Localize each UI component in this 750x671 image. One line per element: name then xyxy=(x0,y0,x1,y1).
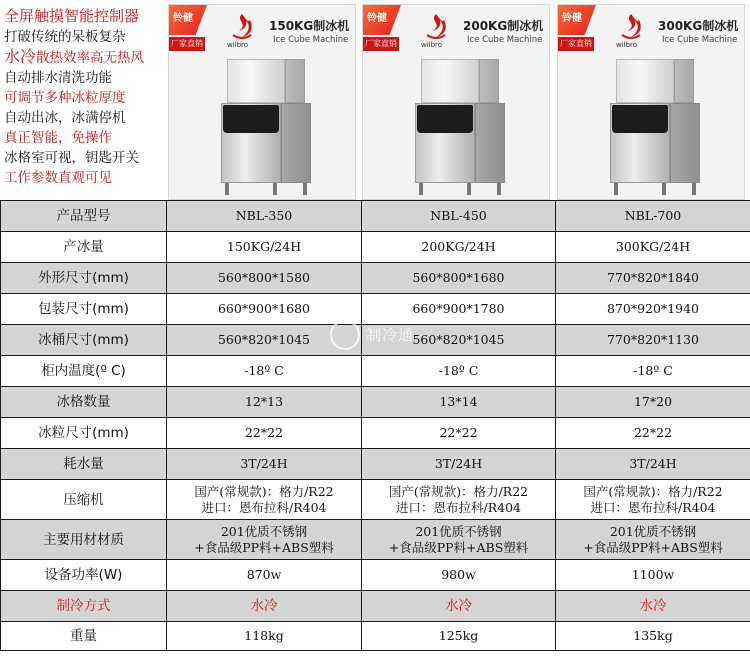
table-cell: 13*14 xyxy=(362,387,556,418)
table-cell: 3T/24H xyxy=(556,449,750,480)
table-cell: 1100w xyxy=(556,560,750,591)
table-row xyxy=(1,560,750,591)
table-row xyxy=(1,325,750,356)
table-cell: 3T/24H xyxy=(362,449,556,480)
row-label: 冰格数量 xyxy=(1,387,167,418)
table-cell: 660*900*1780 xyxy=(362,294,556,325)
table-row xyxy=(1,449,750,480)
cell-line: 国产(常规款)：格力/R22 xyxy=(194,483,334,499)
table-cell: 870w xyxy=(167,560,362,591)
table-cell xyxy=(167,480,362,520)
table-cell: 水冷 xyxy=(556,591,750,622)
row-label: 冰粒尺寸(mm) xyxy=(1,418,167,449)
machine-leg xyxy=(225,183,229,195)
machine-bin-side xyxy=(670,103,700,183)
cell-line: 进口：恩布拉科/R404 xyxy=(201,499,327,515)
product-image-150kg[interactable] xyxy=(168,4,356,200)
feature-line xyxy=(4,108,166,128)
brand-logo-icon xyxy=(229,13,255,41)
table-cell: 125kg xyxy=(362,622,556,651)
table-cell xyxy=(167,520,362,560)
machine-leg xyxy=(692,183,696,195)
table-row xyxy=(1,263,750,294)
badge-text: 铃健 xyxy=(367,13,387,24)
row-label: 冰桶尺寸(mm) xyxy=(1,325,167,356)
cell-line: 进口：恩布拉科/R404 xyxy=(590,499,716,515)
table-cell: 560*820*1045 xyxy=(167,325,362,356)
table-cell: 560*820*1045 xyxy=(362,325,556,356)
table-cell: 17*20 xyxy=(556,387,750,418)
brand-name: wilbro xyxy=(616,41,638,49)
product-model-title: 150KG制冰机 xyxy=(269,19,350,33)
table-cell: 150KG/24H xyxy=(167,232,362,263)
cell-line: 国产(常规款)：格力/R22 xyxy=(388,483,529,499)
cell-line: 201优质不锈钢 xyxy=(609,523,697,539)
product-image-300kg[interactable] xyxy=(557,4,745,200)
machine-bin-side xyxy=(475,103,505,183)
row-label: 主要用材材质 xyxy=(1,520,167,560)
table-cell: 135kg xyxy=(556,622,750,651)
brand-logo-icon xyxy=(618,13,644,41)
table-cell: -18º C xyxy=(167,356,362,387)
table-row xyxy=(1,418,750,449)
factory-direct-tag: 厂家直销 xyxy=(363,37,399,51)
factory-direct-tag: 厂家直销 xyxy=(169,37,205,51)
machine-head xyxy=(227,59,285,103)
ice-machine-illustration xyxy=(415,59,513,197)
machine-door xyxy=(223,105,279,133)
machine-head xyxy=(616,59,674,103)
machine-head xyxy=(421,59,479,103)
brand-name: wilbro xyxy=(227,41,249,49)
row-label: 产冰量 xyxy=(1,232,167,263)
machine-bin-side xyxy=(281,103,311,183)
table-row xyxy=(1,232,750,263)
table-cell: 22*22 xyxy=(556,418,750,449)
row-label: 设备功率(W) xyxy=(1,560,167,591)
spec-table xyxy=(0,200,750,651)
row-label: 产品型号 xyxy=(1,201,167,232)
row-label: 重量 xyxy=(1,622,167,651)
table-cell: NBL-450 xyxy=(362,201,556,232)
table-row xyxy=(1,622,750,651)
feature-text: 冰格室可视，钥匙开关 xyxy=(4,150,139,166)
feature-line xyxy=(4,88,166,108)
product-image-200kg[interactable] xyxy=(362,4,550,200)
table-cell: 770*820*1130 xyxy=(556,325,750,356)
cell-line: +食品级PP料+ABS塑料 xyxy=(388,539,529,555)
table-row xyxy=(1,480,750,520)
table-cell: 12*13 xyxy=(167,387,362,418)
machine-head-side xyxy=(285,59,305,103)
table-cell: 560*800*1680 xyxy=(362,263,556,294)
feature-text: 自动排水清洗功能 xyxy=(4,70,112,86)
table-cell: 118kg xyxy=(167,622,362,651)
machine-leg xyxy=(497,183,501,195)
brand-logo-icon xyxy=(423,13,449,41)
table-cell: 560*800*1580 xyxy=(167,263,362,294)
table-cell xyxy=(556,520,750,560)
cell-line: +食品级PP料+ABS塑料 xyxy=(583,539,723,555)
table-cell: -18º C xyxy=(556,356,750,387)
feature-text: 工作参数直观可见 xyxy=(4,170,112,186)
table-row xyxy=(1,591,750,622)
machine-head-side xyxy=(479,59,499,103)
row-label: 柜内温度(º C) xyxy=(1,356,167,387)
table-cell: 水冷 xyxy=(167,591,362,622)
feature-text: 散热效率高无热风 xyxy=(36,50,145,66)
badge-text: 铃健 xyxy=(562,13,582,24)
product-header xyxy=(558,5,744,53)
machine-leg xyxy=(273,183,277,195)
table-row xyxy=(1,520,750,560)
ice-machine-illustration xyxy=(221,59,319,197)
feature-text: 真正智能，免操作 xyxy=(4,130,112,146)
table-row xyxy=(1,201,750,232)
table-row xyxy=(1,294,750,325)
brand-name: wilbro xyxy=(421,41,443,49)
product-header xyxy=(169,5,355,53)
row-label: 制冷方式 xyxy=(1,591,167,622)
machine-leg xyxy=(303,183,307,195)
row-label: 包装尺寸(mm) xyxy=(1,294,167,325)
feature-line xyxy=(4,6,166,26)
table-cell: NBL-700 xyxy=(556,201,750,232)
machine-door xyxy=(417,105,473,133)
table-cell: 22*22 xyxy=(362,418,556,449)
feature-text: 打破传统的呆板复杂 xyxy=(4,29,126,45)
feature-line xyxy=(4,68,166,88)
table-cell xyxy=(362,480,556,520)
table-cell: 200KG/24H xyxy=(362,232,556,263)
feature-line xyxy=(4,27,166,47)
table-cell: 770*820*1840 xyxy=(556,263,750,294)
cell-line: 201优质不锈钢 xyxy=(220,523,308,539)
feature-highlight: 水冷 xyxy=(4,47,37,66)
product-subtitle: Ice Cube Machine xyxy=(467,35,543,45)
table-cell: 980w xyxy=(362,560,556,591)
feature-text: 可调节多种冰粒厚度 xyxy=(4,90,126,106)
row-label: 压缩机 xyxy=(1,480,167,520)
watermark-text: 制冷通 xyxy=(366,326,415,344)
feature-line xyxy=(4,168,166,188)
cell-line: +食品级PP料+ABS塑料 xyxy=(194,539,334,555)
product-header xyxy=(363,5,549,53)
table-cell: 870*920*1940 xyxy=(556,294,750,325)
product-model-title: 200KG制冰机 xyxy=(463,19,544,33)
table-cell: 3T/24H xyxy=(167,449,362,480)
feature-text: 自动出冰，冰满停机 xyxy=(4,110,126,126)
factory-direct-tag: 厂家直销 xyxy=(558,37,594,51)
product-subtitle: Ice Cube Machine xyxy=(662,35,738,45)
machine-leg xyxy=(614,183,618,195)
machine-door xyxy=(612,105,668,133)
machine-leg xyxy=(467,183,471,195)
table-cell: NBL-350 xyxy=(167,201,362,232)
table-cell: 660*900*1680 xyxy=(167,294,362,325)
feature-line xyxy=(4,148,166,168)
table-row xyxy=(1,356,750,387)
ice-machine-illustration xyxy=(610,59,708,197)
table-cell xyxy=(362,520,556,560)
feature-list xyxy=(0,0,166,200)
product-model-title: 300KG制冰机 xyxy=(658,19,739,33)
machine-leg xyxy=(662,183,666,195)
row-label: 耗水量 xyxy=(1,449,167,480)
table-cell xyxy=(556,480,750,520)
row-label: 外形尺寸(mm) xyxy=(1,263,167,294)
table-cell: 水冷 xyxy=(362,591,556,622)
table-cell: 300KG/24H xyxy=(556,232,750,263)
table-row xyxy=(1,387,750,418)
feature-line xyxy=(4,47,166,68)
feature-text: 全屏触摸智能控制器 xyxy=(4,7,140,25)
product-subtitle: Ice Cube Machine xyxy=(273,35,349,45)
machine-leg xyxy=(419,183,423,195)
cell-line: 国产(常规款)：格力/R22 xyxy=(583,483,723,499)
table-cell: -18º C xyxy=(362,356,556,387)
feature-line xyxy=(4,128,166,148)
machine-head-side xyxy=(674,59,694,103)
badge-text: 铃健 xyxy=(173,13,193,24)
table-cell: 22*22 xyxy=(167,418,362,449)
cell-line: 201优质不锈钢 xyxy=(415,523,502,539)
cell-line: 进口：恩布拉科/R404 xyxy=(396,499,521,515)
